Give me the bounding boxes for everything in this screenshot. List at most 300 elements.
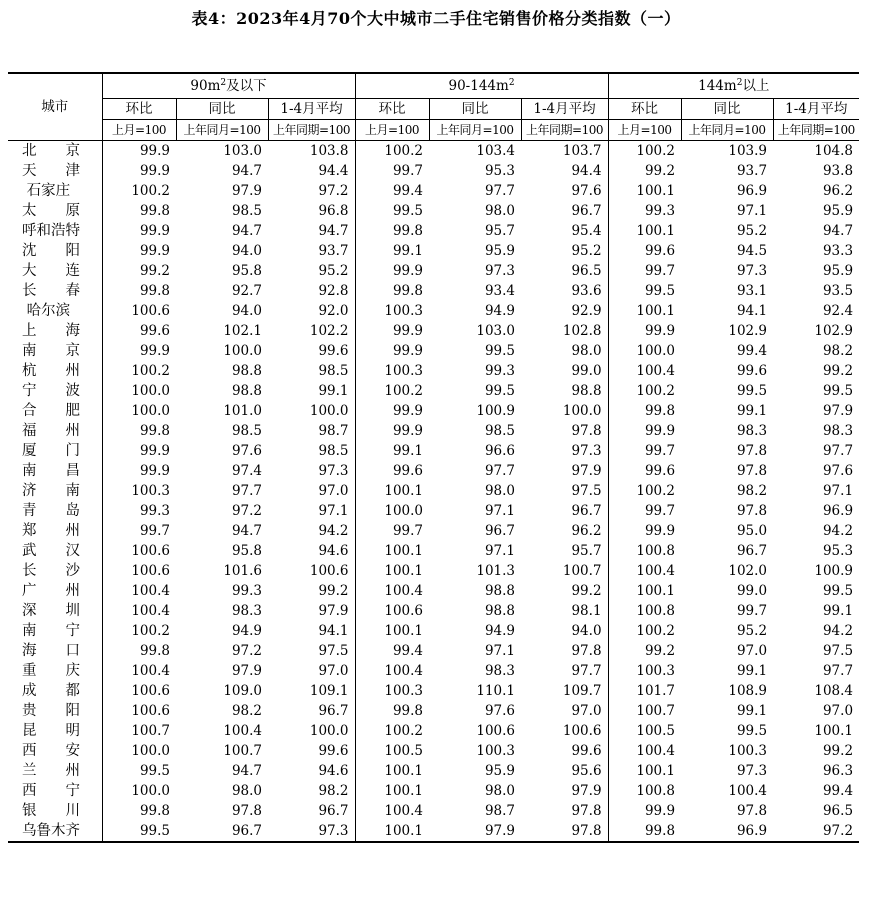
index-value: 97.0 (822, 703, 854, 719)
index-value: 100.0 (223, 343, 262, 359)
table-row (8, 521, 859, 541)
index-value: 99.6 (736, 363, 768, 379)
index-value: 97.7 (484, 463, 516, 479)
index-value: 94.1 (736, 303, 768, 319)
table-row (8, 701, 859, 721)
index-value: 99.7 (644, 443, 676, 459)
table-row (8, 201, 859, 221)
city-name: 乌鲁木齐 (8, 821, 102, 842)
table-row (8, 661, 859, 681)
city-name: 长 春 (8, 281, 102, 301)
index-value: 100.0 (268, 721, 355, 741)
index-value: 97.8 (736, 503, 768, 519)
index-value: 100.1 (636, 583, 676, 599)
index-value: 100.3 (384, 303, 424, 319)
index-value: 99.0 (736, 583, 768, 599)
index-value: 100.6 (521, 721, 608, 741)
table-row (8, 421, 859, 441)
index-value: 99.1 (268, 381, 355, 401)
index-value: 98.5 (268, 361, 355, 381)
index-value: 100.3 (728, 743, 768, 759)
index-value: 99.3 (139, 503, 170, 519)
index-value: 100.6 (268, 561, 355, 581)
index-value: 98.8 (521, 381, 608, 401)
index-value: 102.0 (728, 563, 768, 579)
index-value: 100.0 (636, 343, 676, 359)
index-value: 99.9 (392, 263, 424, 279)
index-value: 100.4 (384, 663, 424, 679)
index-value: 94.4 (268, 161, 355, 181)
index-value: 99.1 (736, 663, 768, 679)
index-value: 97.7 (822, 443, 854, 459)
index-value: 100.3 (131, 483, 170, 499)
index-value: 97.8 (736, 803, 768, 819)
index-value: 102.9 (728, 323, 768, 339)
index-value: 100.1 (636, 763, 676, 779)
index-value: 99.9 (139, 343, 170, 359)
table-row (8, 461, 859, 481)
index-value: 94.6 (268, 541, 355, 561)
index-value: 94.9 (231, 623, 262, 639)
table-row (8, 261, 859, 281)
index-value: 95.0 (736, 523, 768, 539)
table-row (8, 741, 859, 761)
table-row (8, 301, 859, 321)
city-name: 昆 明 (8, 721, 102, 741)
index-value: 94.7 (268, 221, 355, 241)
index-value: 94.0 (231, 243, 262, 259)
index-value: 99.2 (139, 263, 170, 279)
index-value: 100.1 (384, 623, 424, 639)
city-name: 贵 阳 (8, 701, 102, 721)
index-value: 95.6 (521, 761, 608, 781)
index-value: 100.2 (131, 183, 170, 199)
index-value: 100.2 (636, 143, 676, 159)
index-value: 99.1 (736, 403, 768, 419)
index-value: 99.5 (822, 383, 854, 399)
table-row (8, 181, 859, 201)
index-value: 100.2 (131, 363, 170, 379)
index-value: 104.8 (814, 143, 854, 159)
index-value: 100.1 (384, 543, 424, 559)
index-value: 97.6 (521, 181, 608, 201)
index-value: 93.7 (736, 163, 768, 179)
table-row (8, 781, 859, 801)
index-value: 94.0 (521, 621, 608, 641)
index-value: 103.9 (728, 143, 768, 159)
index-value: 100.6 (384, 603, 424, 619)
index-value: 100.0 (268, 401, 355, 421)
city-name: 成 都 (8, 681, 102, 701)
table-row (8, 821, 859, 842)
index-value: 100.2 (384, 383, 424, 399)
index-value: 97.1 (484, 543, 516, 559)
index-value: 101.3 (476, 563, 516, 579)
index-value: 97.8 (521, 821, 608, 842)
index-value: 100.1 (384, 563, 424, 579)
city-name: 西 宁 (8, 781, 102, 801)
index-value: 103.8 (268, 141, 355, 162)
city-name: 银 川 (8, 801, 102, 821)
city-name: 哈尔滨 (8, 301, 102, 321)
index-value: 95.7 (484, 223, 516, 239)
index-value: 97.8 (736, 443, 768, 459)
index-value: 99.4 (822, 783, 854, 799)
table-row (8, 761, 859, 781)
index-value: 99.8 (608, 821, 681, 842)
index-value: 102.9 (814, 323, 854, 339)
index-value: 96.8 (268, 201, 355, 221)
index-value: 109.7 (521, 681, 608, 701)
index-value: 99.2 (521, 581, 608, 601)
index-value: 100.6 (131, 543, 170, 559)
index-value: 97.7 (484, 183, 516, 199)
index-value: 99.5 (736, 383, 768, 399)
index-value: 98.0 (521, 341, 608, 361)
index-value: 100.2 (384, 143, 424, 159)
base-label: 上年同月=100 (681, 120, 773, 141)
index-value: 96.2 (521, 521, 608, 541)
index-value: 98.0 (231, 783, 262, 799)
index-value: 98.7 (268, 421, 355, 441)
index-value: 100.4 (636, 743, 676, 759)
index-value: 94.2 (822, 623, 854, 639)
index-value: 99.6 (644, 463, 676, 479)
index-value: 99.8 (139, 203, 170, 219)
index-value: 97.9 (268, 601, 355, 621)
index-value: 101.7 (636, 683, 676, 699)
index-value: 99.7 (139, 523, 170, 539)
index-value: 98.3 (822, 423, 854, 439)
index-value: 100.3 (384, 363, 424, 379)
index-value: 100.1 (636, 183, 676, 199)
index-value: 98.8 (231, 363, 262, 379)
city-name: 南 京 (8, 341, 102, 361)
index-value: 99.9 (139, 243, 170, 259)
index-value: 100.2 (636, 383, 676, 399)
index-value: 94.4 (521, 161, 608, 181)
index-value: 103.0 (476, 323, 516, 339)
index-value: 99.8 (139, 803, 170, 819)
index-value: 96.3 (822, 763, 854, 779)
city-name: 沈 阳 (8, 241, 102, 261)
table-row (8, 681, 859, 701)
index-value: 100.6 (476, 723, 516, 739)
index-value: 98.8 (484, 603, 516, 619)
index-value: 98.2 (231, 703, 262, 719)
index-value: 97.8 (231, 803, 262, 819)
table-row (8, 641, 859, 661)
base-label: 上年同月=100 (429, 120, 521, 141)
index-value: 97.1 (484, 643, 516, 659)
table-row (8, 441, 859, 461)
index-value: 96.7 (268, 801, 355, 821)
index-value: 99.9 (644, 323, 676, 339)
index-value: 99.5 (736, 723, 768, 739)
index-value: 101.0 (223, 403, 262, 419)
index-value: 97.5 (822, 643, 854, 659)
index-value: 99.1 (392, 243, 424, 259)
index-value: 99.7 (644, 263, 676, 279)
index-value: 100.4 (384, 803, 424, 819)
index-value: 97.0 (268, 661, 355, 681)
index-value: 96.7 (484, 523, 516, 539)
index-value: 97.8 (736, 463, 768, 479)
index-value: 100.9 (476, 403, 516, 419)
index-value: 99.8 (139, 643, 170, 659)
base-label: 上月=100 (355, 120, 429, 141)
index-value: 95.8 (231, 263, 262, 279)
index-value: 100.4 (636, 363, 676, 379)
index-value: 98.8 (484, 583, 516, 599)
index-value: 99.7 (736, 603, 768, 619)
index-value: 94.7 (231, 763, 262, 779)
index-value: 97.6 (484, 703, 516, 719)
index-value: 100.6 (131, 703, 170, 719)
subheader-mom: 环比 (355, 99, 429, 120)
city-name: 兰 州 (8, 761, 102, 781)
index-value: 99.1 (736, 703, 768, 719)
index-value: 94.1 (268, 621, 355, 641)
index-value: 100.0 (384, 503, 424, 519)
index-value: 99.4 (392, 643, 424, 659)
index-value: 99.6 (268, 341, 355, 361)
index-value: 95.2 (736, 223, 768, 239)
index-value: 103.7 (521, 141, 608, 162)
index-value: 96.9 (736, 183, 768, 199)
index-value: 100.1 (636, 223, 676, 239)
index-value: 99.9 (644, 523, 676, 539)
table-row (8, 801, 859, 821)
index-value: 97.3 (268, 821, 355, 842)
table-row (8, 501, 859, 521)
city-name: 南 宁 (8, 621, 102, 641)
index-value: 99.9 (392, 403, 424, 419)
index-value: 98.3 (484, 663, 516, 679)
index-value: 99.5 (484, 343, 516, 359)
index-value: 99.6 (268, 741, 355, 761)
index-value: 99.6 (139, 323, 170, 339)
index-value: 99.2 (644, 163, 676, 179)
index-value: 96.7 (736, 543, 768, 559)
index-value: 94.9 (484, 303, 516, 319)
city-name: 青 岛 (8, 501, 102, 521)
index-value: 99.6 (521, 741, 608, 761)
index-value: 93.3 (822, 243, 854, 259)
index-value: 99.9 (644, 803, 676, 819)
index-value: 99.9 (392, 323, 424, 339)
subheader-ytd-avg: 1-4月平均 (773, 99, 859, 120)
index-value: 99.8 (392, 703, 424, 719)
index-value: 95.9 (822, 203, 854, 219)
index-value: 100.3 (636, 663, 676, 679)
index-value: 99.9 (139, 163, 170, 179)
index-value: 99.5 (822, 583, 854, 599)
index-value: 99.3 (644, 203, 676, 219)
index-value: 108.4 (814, 683, 854, 699)
index-value: 97.3 (268, 461, 355, 481)
index-value: 94.7 (822, 223, 854, 239)
index-value: 93.7 (268, 241, 355, 261)
index-value: 97.9 (231, 183, 262, 199)
index-value: 98.3 (736, 423, 768, 439)
index-value: 98.3 (231, 603, 262, 619)
index-value: 93.8 (822, 163, 854, 179)
index-value: 98.1 (521, 601, 608, 621)
city-name: 大 连 (8, 261, 102, 281)
index-value: 97.2 (268, 181, 355, 201)
index-value: 109.1 (268, 681, 355, 701)
index-value: 100.4 (384, 583, 424, 599)
index-value: 92.4 (822, 303, 854, 319)
index-value: 99.8 (392, 283, 424, 299)
index-value: 100.2 (384, 723, 424, 739)
index-value: 97.6 (231, 443, 262, 459)
index-value: 97.9 (521, 461, 608, 481)
index-value: 100.4 (131, 603, 170, 619)
city-name: 深 圳 (8, 601, 102, 621)
index-value: 100.1 (384, 483, 424, 499)
index-value: 93.5 (822, 283, 854, 299)
index-value: 97.1 (736, 203, 768, 219)
index-value: 97.0 (268, 481, 355, 501)
index-value: 100.2 (131, 623, 170, 639)
index-value: 103.4 (476, 143, 516, 159)
index-value: 97.9 (429, 821, 521, 842)
index-value: 99.3 (484, 363, 516, 379)
city-name: 重 庆 (8, 661, 102, 681)
index-value: 92.7 (231, 283, 262, 299)
index-value: 95.8 (231, 543, 262, 559)
city-name: 宁 波 (8, 381, 102, 401)
city-name: 呼和浩特 (8, 221, 102, 241)
index-value: 96.7 (268, 701, 355, 721)
index-value: 100.8 (636, 543, 676, 559)
index-value: 103.0 (223, 143, 262, 159)
index-value: 100.3 (384, 683, 424, 699)
index-value: 97.1 (268, 501, 355, 521)
index-value: 95.2 (521, 241, 608, 261)
city-name: 石家庄 (8, 181, 102, 201)
base-label: 上年同期=100 (773, 120, 859, 141)
index-value: 100.4 (131, 663, 170, 679)
index-value: 99.2 (822, 743, 854, 759)
city-name: 武 汉 (8, 541, 102, 561)
index-value: 108.9 (728, 683, 768, 699)
index-value: 99.1 (822, 603, 854, 619)
index-value: 92.0 (268, 301, 355, 321)
index-value: 99.2 (822, 363, 854, 379)
index-value: 99.9 (139, 443, 170, 459)
city-name: 南 昌 (8, 461, 102, 481)
index-value: 100.4 (131, 583, 170, 599)
index-value: 100.8 (636, 783, 676, 799)
index-value: 100.2 (636, 483, 676, 499)
index-value: 99.9 (644, 423, 676, 439)
index-value: 98.5 (231, 203, 262, 219)
index-value: 95.7 (521, 541, 608, 561)
index-value: 100.1 (384, 783, 424, 799)
page-title: 表4：2023年4月70个大中城市二手住宅销售价格分类指数（一） (191, 9, 681, 28)
index-value: 95.9 (484, 243, 516, 259)
index-value: 102.1 (223, 323, 262, 339)
index-value: 97.8 (521, 641, 608, 661)
index-value: 95.3 (822, 543, 854, 559)
index-value: 97.0 (521, 701, 608, 721)
city-name: 西 安 (8, 741, 102, 761)
index-value: 99.5 (102, 821, 176, 842)
index-value: 97.8 (521, 801, 608, 821)
group-header-small: $90m^2$及以下 (102, 73, 355, 99)
index-value: 99.1 (392, 443, 424, 459)
index-value: 94.0 (231, 303, 262, 319)
index-value: 100.1 (636, 303, 676, 319)
subheader-mom: 环比 (608, 99, 681, 120)
index-value: 100.0 (521, 401, 608, 421)
index-value: 99.3 (231, 583, 262, 599)
table-row (8, 141, 859, 162)
index-value: 94.7 (231, 163, 262, 179)
index-value: 97.1 (484, 503, 516, 519)
index-value: 98.0 (484, 783, 516, 799)
index-value: 98.7 (484, 803, 516, 819)
index-value: 99.0 (521, 361, 608, 381)
index-value: 94.6 (268, 761, 355, 781)
index-value: 95.9 (822, 263, 854, 279)
index-value: 94.2 (822, 523, 854, 539)
index-value: 100.7 (131, 723, 170, 739)
table-row (8, 581, 859, 601)
table-row (8, 361, 859, 381)
index-value: 101.6 (223, 563, 262, 579)
index-value: 97.6 (822, 463, 854, 479)
index-value: 99.8 (139, 283, 170, 299)
index-value: 93.4 (484, 283, 516, 299)
index-value: 100.9 (814, 563, 854, 579)
index-value: 94.7 (231, 523, 262, 539)
index-value: 99.5 (139, 763, 170, 779)
index-value: 100.2 (636, 623, 676, 639)
base-label: 上年同期=100 (521, 120, 608, 141)
index-value: 99.9 (392, 423, 424, 439)
index-value: 100.7 (223, 743, 262, 759)
table-row (8, 721, 859, 741)
city-name: 长 沙 (8, 561, 102, 581)
index-value: 100.0 (131, 783, 170, 799)
index-value: 100.0 (131, 403, 170, 419)
index-value: 99.7 (392, 523, 424, 539)
index-value: 98.2 (822, 343, 854, 359)
index-value: 99.9 (139, 463, 170, 479)
price-index-table (8, 72, 859, 843)
index-value: 98.2 (736, 483, 768, 499)
index-value: 93.6 (521, 281, 608, 301)
index-value: 99.5 (392, 203, 424, 219)
index-value: 100.0 (131, 383, 170, 399)
index-value: 99.2 (644, 643, 676, 659)
index-value: 93.1 (736, 283, 768, 299)
table-row (8, 601, 859, 621)
index-value: 97.5 (268, 641, 355, 661)
index-value: 97.4 (231, 463, 262, 479)
index-value: 98.5 (484, 423, 516, 439)
index-value: 99.4 (392, 183, 424, 199)
index-value: 97.7 (231, 483, 262, 499)
index-value: 97.8 (521, 421, 608, 441)
index-value: 95.2 (736, 623, 768, 639)
group-header-medium: $90-144m^2$ (355, 73, 608, 99)
table-row (8, 401, 859, 421)
